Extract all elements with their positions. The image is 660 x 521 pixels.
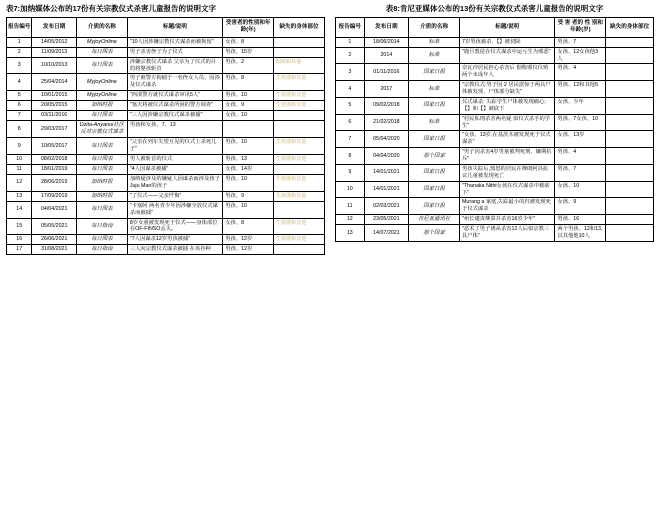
cell-media: 国家日报 — [409, 131, 460, 148]
cell-title: "了仪式——父亲忏悔" — [127, 191, 222, 201]
table-row — [7, 235, 325, 245]
cell-parts — [606, 164, 654, 181]
cell-title: "女孩、13岁,在基茨木被发现死于仪式谋杀" — [460, 131, 555, 148]
cell-date: 04/04/2021 — [32, 201, 77, 218]
table-row — [336, 97, 654, 114]
table-row — [7, 101, 325, 111]
cell-date: 14/01/2021 — [364, 181, 409, 198]
cell-date: 23/05/2021 — [364, 215, 409, 225]
table8-header-row — [336, 18, 654, 38]
cell-media: 加纳时报 — [76, 175, 127, 192]
cell-parts: 生殖器和其他 — [274, 235, 325, 245]
cell-date: 10/10/2013 — [32, 57, 77, 74]
table-row — [336, 148, 654, 165]
cell-no: 15 — [7, 218, 32, 235]
table8-body — [336, 37, 654, 241]
cell-no: 12 — [336, 215, 365, 225]
cell-victim: 男孩、12岁 — [223, 235, 274, 245]
cell-no: 4 — [336, 81, 365, 98]
table-row — [336, 64, 654, 81]
cell-media: 肯尼亚通讯社 — [409, 215, 460, 225]
cell-title: "4人因谋杀被捕" — [127, 165, 222, 175]
header-report-no: 报告编号 — [336, 18, 365, 38]
cell-media: 每日图表 — [76, 57, 127, 74]
table-row — [336, 181, 654, 198]
cell-media: MyjoyOnline — [76, 91, 127, 101]
cell-title: "父亲在列车失望互见的仪式上杀死儿子" — [127, 138, 222, 155]
table-row — [7, 155, 325, 165]
cell-victim: 女孩、12女孩他3人 — [555, 47, 606, 64]
cell-date: 11/09/2013 — [32, 47, 77, 57]
cell-media: 国家日报 — [409, 198, 460, 215]
cell-victim: 男孩、4 — [555, 64, 606, 81]
cell-media: 加纳时报 — [76, 101, 127, 111]
cell-victim: 男孩、13 — [223, 155, 274, 165]
table7 — [6, 17, 325, 255]
table-row — [336, 47, 654, 64]
cell-date: 05/04/2020 — [364, 131, 409, 148]
cell-parts — [274, 201, 325, 218]
table-row — [7, 175, 325, 192]
cell-media: 每日指南 — [76, 245, 127, 255]
cell-no: 13 — [7, 191, 32, 201]
cell-no: 14 — [7, 201, 32, 218]
table-row — [7, 245, 325, 255]
cell-no: 10 — [336, 181, 365, 198]
cell-no: 16 — [7, 235, 32, 245]
cell-title: "宗教仪式:男子因 2 居民震惊于两具尸体被发现、尸体部分缺失" — [460, 81, 555, 98]
cell-no: 1 — [7, 37, 32, 47]
cell-parts: 生殖器和其他 — [274, 101, 325, 111]
cell-date: 2014 — [364, 47, 409, 64]
cell-media: 每日图表 — [76, 47, 127, 57]
cell-parts — [606, 131, 654, 148]
table-row — [336, 131, 654, 148]
cell-date: 04/04/2020 — [364, 148, 409, 165]
cell-victim: 男孩、10 — [223, 175, 274, 192]
cell-title: 涉嫌宗教仪式谋杀 父亲为了仪式的目的将婴孩斩首 — [127, 57, 222, 74]
table7-title: 表7:加纳媒体公布的17份有关宗教仪式杀害儿童报告的说明文字 — [6, 4, 217, 13]
cell-victim: 男孩、10 — [223, 91, 274, 101]
table-row — [336, 37, 654, 47]
cell-victim: 男孩、9 — [223, 191, 274, 201]
cell-parts: 生殖器和其他 — [274, 74, 325, 91]
cell-date: 31/08/2021 — [32, 245, 77, 255]
cell-victim: 女孩、10 — [223, 111, 274, 121]
header-missing-parts: 缺失的身体部位 — [606, 18, 654, 38]
cell-parts: 生殖器和其他 — [274, 155, 325, 165]
table-row — [7, 121, 325, 138]
cell-title: "恶术了男子诱从杀害12人后似宗教三具尸体" — [460, 225, 555, 242]
cell-parts — [606, 81, 654, 98]
table-row — [7, 165, 325, 175]
cell-parts — [606, 64, 654, 81]
cell-title: "村民私刑杀害两名疑 似仪式杀手的学生" — [460, 114, 555, 131]
cell-media: 国家日报 — [409, 64, 460, 81]
header-victim-sex-age: 受害者的性别和年龄(年) — [223, 18, 274, 38]
cell-title: 奈瓦沙居民担心杀害后 据称邪仪仪殖两个未成年人 — [460, 64, 555, 81]
table8 — [335, 17, 654, 242]
cell-no: 5 — [7, 91, 32, 101]
cell-no: 11 — [336, 198, 365, 215]
cell-media: 每日图表 — [76, 235, 127, 245]
cell-parts — [606, 198, 654, 215]
cell-media: 每日图表 — [76, 138, 127, 155]
cell-victim: 女孩、少年 — [555, 97, 606, 114]
cell-title: "Thanaka Nithi女孩在仪式谋杀中被砍下" — [460, 181, 555, 198]
table-row — [7, 218, 325, 235]
cell-date: 2017 — [364, 81, 409, 98]
cell-title: 7岁男孩被杀、【】被切除 — [460, 37, 555, 47]
cell-parts: 生殖器和其他 — [274, 138, 325, 155]
cell-date: 17/09/2019 — [32, 191, 77, 201]
table8-panel — [335, 4, 654, 521]
cell-no: 8 — [7, 121, 32, 138]
cell-title: 加纳疑涉及的嫌疑人因谋杀而涉及孩子Juju Man的孩子 — [127, 175, 222, 192]
table-row — [7, 37, 325, 47]
table8-title: 表8:肯尼亚媒体公布的13份有关宗教仪式杀害儿童报告的说明文字 — [385, 4, 604, 13]
cell-title: "三人因涉嫌宗教仪式谋杀被捕" — [127, 111, 222, 121]
cell-date: 08/02/2018 — [32, 155, 77, 165]
cell-victim: 女孩、14岁 — [223, 165, 274, 175]
cell-victim: 男孩、7 — [555, 164, 606, 181]
cell-title: "鹿旦教徒在仪式谋杀中运亏生为邪恶" — [460, 47, 555, 64]
cell-date: 18/01/2019 — [32, 165, 77, 175]
cell-victim: 男孩、2 — [223, 57, 274, 74]
cell-no: 17 — [7, 245, 32, 255]
header-publish-date: 发布日期 — [364, 18, 409, 38]
cell-media: 加纳时报 — [76, 191, 127, 201]
cell-parts — [606, 148, 654, 165]
cell-parts — [274, 165, 325, 175]
cell-media: 标准 — [409, 37, 460, 47]
cell-no: 2 — [336, 47, 365, 64]
cell-victim: 男孩、12和其他5 — [555, 81, 606, 98]
cell-no: 4 — [7, 74, 32, 91]
cell-date: 01/11/2016 — [364, 64, 409, 81]
cell-victim: 女孩、13岁 — [555, 131, 606, 148]
cell-no: 8 — [336, 148, 365, 165]
cell-title: 男人被斩首的仪式 — [127, 155, 222, 165]
cell-title: "7人因谋杀12岁男孩被捕" — [127, 235, 222, 245]
cell-no: 3 — [7, 57, 32, 74]
cell-parts — [606, 114, 654, 131]
cell-victim: 男孩、4 — [555, 148, 606, 165]
cell-media: 每日图表 — [76, 165, 127, 175]
cell-title: "州长谴责继算并杀害16岁少年" — [460, 215, 555, 225]
header-media-name: 介质的名称 — [76, 18, 127, 38]
header-missing-parts: 缺失的身体部位 — [274, 18, 325, 38]
cell-no: 7 — [336, 131, 365, 148]
cell-title: "10人因涉嫌宗教仪式谋杀而被拘留" — [127, 37, 222, 47]
cell-no: 7 — [7, 111, 32, 121]
header-victim-sex-age: 受 害 者的 性 别和年龄(岁) — [555, 18, 606, 38]
cell-victim: 男孩、15岁 — [223, 47, 274, 57]
table-row — [7, 191, 325, 201]
table-row — [7, 201, 325, 218]
cell-no: 6 — [336, 114, 365, 131]
cell-date: 14/05/2012 — [32, 37, 77, 47]
cell-date: 21/02/2018 — [364, 114, 409, 131]
table-row — [7, 74, 325, 91]
cell-media: 标准 — [409, 81, 460, 98]
cell-title: 三人向宗教仪式谋杀被捕 在该谷种 — [127, 245, 222, 255]
cell-victim — [223, 121, 274, 138]
cell-parts: 生殖器和其他 — [274, 218, 325, 235]
cell-title: 男孩失踪后,愤怒的居民在穆朗阿县抗议儿童被发现死亡 — [460, 164, 555, 181]
table-row — [336, 198, 654, 215]
cell-media: 国家日报 — [409, 97, 460, 114]
cell-media: 每日指南 — [76, 218, 127, 235]
table-row — [7, 138, 325, 155]
cell-parts — [606, 215, 654, 225]
table-row — [336, 215, 654, 225]
cell-parts — [606, 47, 654, 64]
table7-body — [7, 37, 325, 255]
cell-parts — [606, 97, 654, 114]
cell-media: MyjoyOnline — [76, 74, 127, 91]
cell-parts: 生殖器和其他 — [274, 175, 325, 192]
cell-victim: 女孩、9 — [223, 101, 274, 111]
table-row — [336, 81, 654, 98]
cell-date: 02/03/2021 — [364, 198, 409, 215]
cell-date: 18/06/2014 — [364, 37, 409, 47]
table-row — [336, 114, 654, 131]
cell-date: 14/07/2021 — [364, 225, 409, 242]
cell-date: 20/05/2015 — [32, 101, 77, 111]
cell-date: 26/06/2021 — [32, 235, 77, 245]
cell-parts — [606, 225, 654, 242]
cell-title: 男孩和女孩、7、13 — [127, 121, 222, 138]
cell-no: 1 — [336, 37, 365, 47]
cell-no: 3 — [336, 64, 365, 81]
cell-media: 那个国家 — [409, 148, 460, 165]
cell-title: 男子被警方拘捕于一名侄女人员、因涉及仪式谋杀 — [127, 74, 222, 91]
cell-no: 9 — [336, 164, 365, 181]
cell-victim: 男孩、16 — [555, 215, 606, 225]
cell-media: 国家日报 — [409, 164, 460, 181]
cell-victim: 女孩、9 — [555, 198, 606, 215]
header-publish-date: 发布日期 — [32, 18, 77, 38]
cell-date: 09/02/2018 — [364, 97, 409, 114]
header-media-name: 介质的名称 — [409, 18, 460, 38]
cell-no: 11 — [7, 165, 32, 175]
cell-parts — [274, 111, 325, 121]
table-row — [7, 57, 325, 74]
cell-media: 那个国家 — [409, 225, 460, 242]
cell-title: 仪式谋杀: 失踪学生尸体被发现痛心;【】和【】被砍下 — [460, 97, 555, 114]
cell-victim: 女孩、8 — [223, 218, 274, 235]
cell-no: 12 — [7, 175, 32, 192]
cell-title: "男子因杀害4岁男童被判死刑、嫌期抗斥" — [460, 148, 555, 165]
cell-parts — [274, 47, 325, 57]
cell-title: 男子杀害侄子为了仪式 — [127, 47, 222, 57]
cell-victim: 男孩、8 — [223, 74, 274, 91]
cell-victim: 男孩、10 — [223, 138, 274, 155]
cell-victim: 女孩、10 — [555, 181, 606, 198]
cell-media: MyjoyOnline — [76, 37, 127, 47]
cell-parts — [606, 37, 654, 47]
cell-date: 03/11/2016 — [32, 111, 77, 121]
cell-no: 6 — [7, 101, 32, 111]
table-row — [7, 111, 325, 121]
table7-header-row — [7, 18, 325, 38]
cell-victim: 男孩、10 — [223, 201, 274, 218]
cell-victim: 男孩、12岁 — [223, 245, 274, 255]
cell-date: 10/05/2017 — [32, 138, 77, 155]
cell-parts — [274, 121, 325, 138]
cell-no: 9 — [7, 138, 32, 155]
table7-panel — [6, 4, 325, 521]
cell-media: 每日图表 — [76, 155, 127, 165]
cell-date: 29/03/2017 — [32, 121, 77, 138]
cell-media: 每日图表 — [76, 111, 127, 121]
table-row — [336, 225, 654, 242]
cell-parts: 生殖器和其他 — [274, 91, 325, 101]
cell-parts — [274, 37, 325, 47]
header-title-desc: 标题/说明 — [460, 18, 555, 38]
cell-victim: 两个男孩、12和13,以其他他10人 — [555, 225, 606, 242]
cell-parts: 生殖器和其他 — [274, 191, 325, 201]
cell-victim: 男孩、7女孩、10 — [555, 114, 606, 131]
table-row — [7, 47, 325, 57]
cell-parts — [274, 245, 325, 255]
cell-title: Murang a 家庭,失踪最小的归被发现死于仪式谋杀 — [460, 198, 555, 215]
cell-title: "西凑警方就仪式谋杀审讯5人" — [127, 91, 222, 101]
cell-date: 14/01/2021 — [364, 164, 409, 181]
header-title-desc: 标题/说明 — [127, 18, 222, 38]
cell-no: 5 — [336, 97, 365, 114]
table-row — [7, 91, 325, 101]
cell-no: 13 — [336, 225, 365, 242]
cell-media: Dzita-Anyanui社区反对宗教仪式谋杀 — [76, 121, 127, 138]
cell-title: 8岁女童被发现死于仪式——身体部位在OF-FINSO丢失。 — [127, 218, 222, 235]
cell-no: 2 — [7, 47, 32, 57]
cell-parts: 眼睛和其他 — [274, 57, 325, 74]
cell-victim: 男孩、7 — [555, 37, 606, 47]
table-row — [336, 164, 654, 181]
cell-date: 10/01/2015 — [32, 91, 77, 101]
cell-media: 标准 — [409, 114, 460, 131]
cell-media: 国家日报 — [409, 181, 460, 198]
cell-title: "卡塞阿 两名青少年因涉嫌全放仪式谋杀而被捕" — [127, 201, 222, 218]
cell-victim: 女孩、8 — [223, 37, 274, 47]
cell-media: 每日图表 — [76, 201, 127, 218]
cell-no: 10 — [7, 155, 32, 165]
cell-parts — [606, 181, 654, 198]
cell-media: 标准 — [409, 47, 460, 64]
cell-date: 05/05/2021 — [32, 218, 77, 235]
header-report-no: 报告编号 — [7, 18, 32, 38]
cell-date: 28/06/2019 — [32, 175, 77, 192]
cell-title: "塞夫将被仪式谋杀所困的警方调查" — [127, 101, 222, 111]
cell-date: 25/04/2014 — [32, 74, 77, 91]
